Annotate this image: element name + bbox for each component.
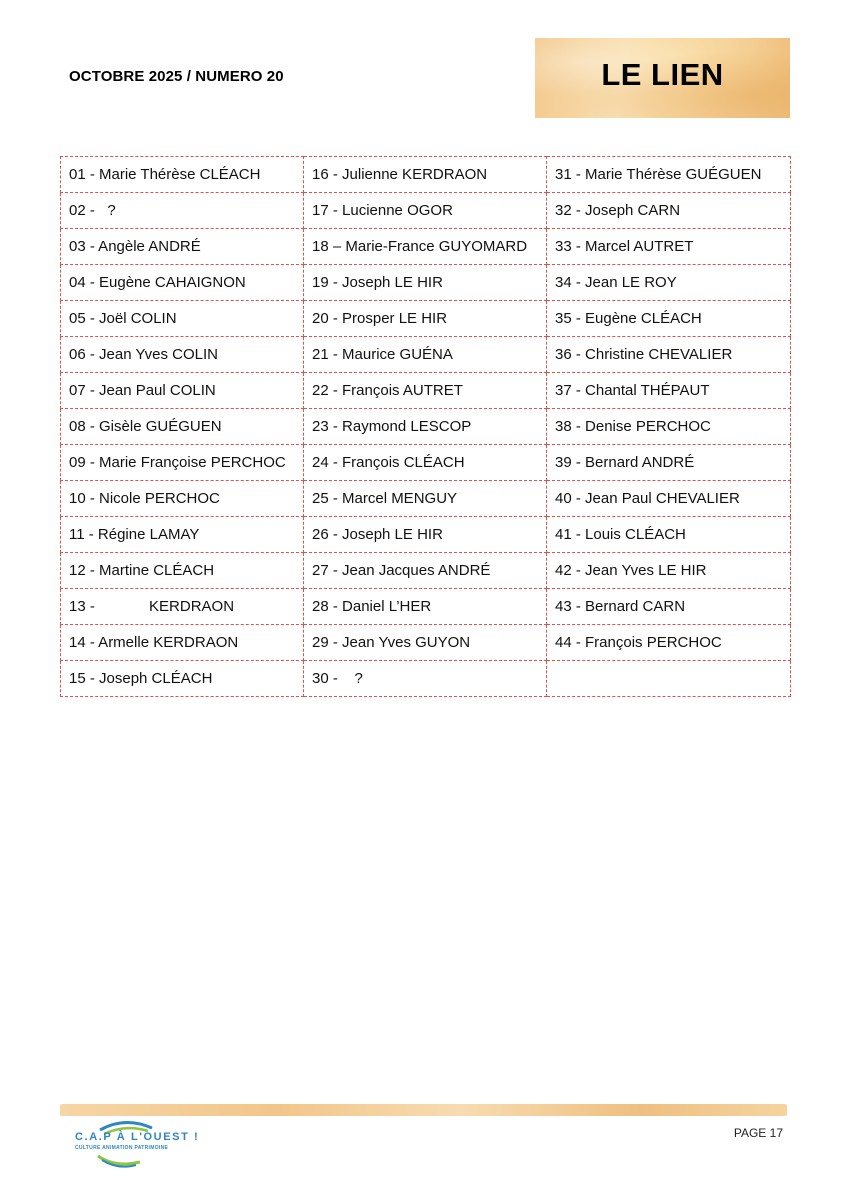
table-row xyxy=(61,265,791,301)
name-cell: 34 - Jean LE ROY xyxy=(547,265,791,301)
name-cell: 44 - François PERCHOC xyxy=(547,625,791,661)
name-cell: 40 - Jean Paul CHEVALIER xyxy=(547,481,791,517)
name-cell: 38 - Denise PERCHOC xyxy=(547,409,791,445)
name-cell: 22 - François AUTRET xyxy=(304,373,547,409)
name-cell: 20 - Prosper LE HIR xyxy=(304,301,547,337)
name-cell: 05 - Joël COLIN xyxy=(61,301,304,337)
name-cell: 27 - Jean Jacques ANDRÉ xyxy=(304,553,547,589)
name-cell: 35 - Eugène CLÉACH xyxy=(547,301,791,337)
name-cell: 02 - ? xyxy=(61,193,304,229)
name-cell: 06 - Jean Yves COLIN xyxy=(61,337,304,373)
name-cell: 01 - Marie Thérèse CLÉACH xyxy=(61,157,304,193)
name-cell: 09 - Marie Françoise PERCHOC xyxy=(61,445,304,481)
masthead-title: LE LIEN xyxy=(601,57,724,92)
name-cell: 42 - Jean Yves LE HIR xyxy=(547,553,791,589)
name-cell: 18 – Marie-France GUYOMARD xyxy=(304,229,547,265)
name-cell: 23 - Raymond LESCOP xyxy=(304,409,547,445)
name-cell: 08 - Gisèle GUÉGUEN xyxy=(61,409,304,445)
name-cell: 31 - Marie Thérèse GUÉGUEN xyxy=(547,157,791,193)
table-row xyxy=(61,157,791,193)
masthead-banner xyxy=(535,38,790,118)
name-cell: 17 - Lucienne OGOR xyxy=(304,193,547,229)
name-cell: 11 - Régine LAMAY xyxy=(61,517,304,553)
table-row xyxy=(61,445,791,481)
cap-logo-icon xyxy=(70,1118,180,1170)
table-row xyxy=(61,409,791,445)
issue-line: OCTOBRE 2025 / NUMERO 20 xyxy=(69,68,284,85)
logo-tagline: CULTURE ANIMATION PATRIMOINE xyxy=(75,1145,169,1151)
name-cell: 37 - Chantal THÉPAUT xyxy=(547,373,791,409)
table-row xyxy=(61,193,791,229)
name-cell: 19 - Joseph LE HIR xyxy=(304,265,547,301)
name-cell: 12 - Martine CLÉACH xyxy=(61,553,304,589)
name-cell: 10 - Nicole PERCHOC xyxy=(61,481,304,517)
name-cell: 16 - Julienne KERDRAON xyxy=(304,157,547,193)
logo-name: C.A.P À L'OUEST ! xyxy=(75,1131,200,1143)
name-cell: 03 - Angèle ANDRÉ xyxy=(61,229,304,265)
name-cell: 36 - Christine CHEVALIER xyxy=(547,337,791,373)
name-cell xyxy=(547,661,791,697)
name-cell: 41 - Louis CLÉACH xyxy=(547,517,791,553)
name-cell: 24 - François CLÉACH xyxy=(304,445,547,481)
name-cell: 26 - Joseph LE HIR xyxy=(304,517,547,553)
name-cell: 29 - Jean Yves GUYON xyxy=(304,625,547,661)
name-cell: 32 - Joseph CARN xyxy=(547,193,791,229)
name-cell: 07 - Jean Paul COLIN xyxy=(61,373,304,409)
table-row xyxy=(61,337,791,373)
table-row xyxy=(61,517,791,553)
name-cell: 04 - Eugène CAHAIGNON xyxy=(61,265,304,301)
table-row xyxy=(61,229,791,265)
names-table-body xyxy=(61,157,791,697)
footer-band xyxy=(60,1104,787,1116)
name-cell: 13 - KERDRAON xyxy=(61,589,304,625)
table-row xyxy=(61,589,791,625)
table-row xyxy=(61,301,791,337)
name-cell: 30 - ? xyxy=(304,661,547,697)
table-row xyxy=(61,481,791,517)
name-cell: 25 - Marcel MENGUY xyxy=(304,481,547,517)
name-cell: 28 - Daniel L’HER xyxy=(304,589,547,625)
page-number: PAGE 17 xyxy=(733,1126,783,1140)
name-cell: 39 - Bernard ANDRÉ xyxy=(547,445,791,481)
table-row xyxy=(61,625,791,661)
name-cell: 33 - Marcel AUTRET xyxy=(547,229,791,265)
name-cell: 21 - Maurice GUÉNA xyxy=(304,337,547,373)
name-cell: 14 - Armelle KERDRAON xyxy=(61,625,304,661)
table-row xyxy=(61,373,791,409)
table-row xyxy=(61,553,791,589)
name-cell: 43 - Bernard CARN xyxy=(547,589,791,625)
names-table xyxy=(60,156,791,697)
table-row xyxy=(61,661,791,697)
name-cell: 15 - Joseph CLÉACH xyxy=(61,661,304,697)
